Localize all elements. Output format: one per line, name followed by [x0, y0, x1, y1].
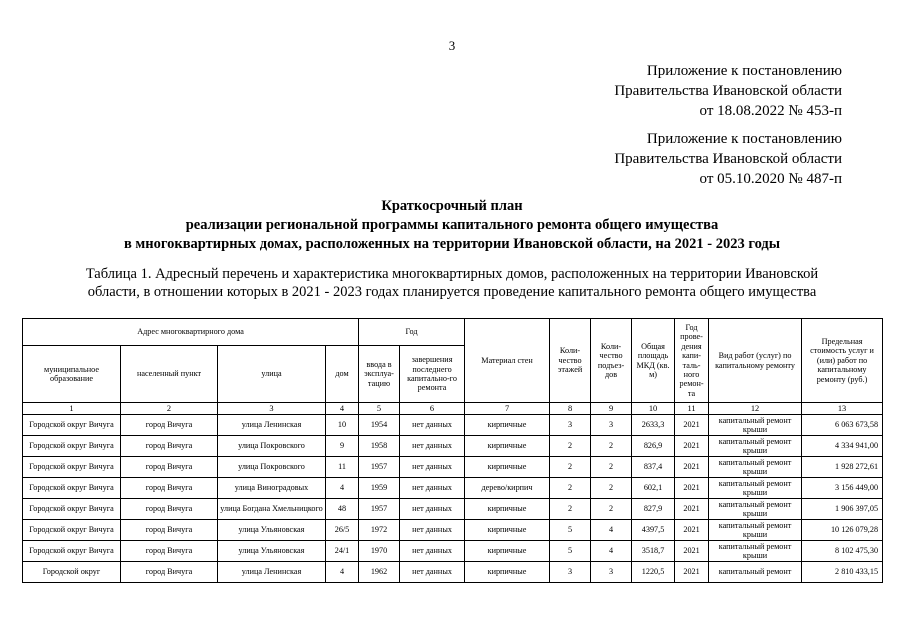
- cell-area: 1220,5: [632, 562, 675, 583]
- caption-line: области, в отношении которых в 2021 - 2023 годах планируется проведение капитального ремонта общего имущества: [87, 284, 817, 300]
- annex-line: Правительства Ивановской области: [614, 151, 842, 167]
- table-row: [23, 541, 883, 562]
- cell-wall-material: кирпичные: [465, 562, 550, 583]
- cell-year-last-repair: нет данных: [400, 478, 465, 499]
- cell-work-type: капитальный ремонт крыши: [709, 499, 802, 520]
- cell-work-type: капитальный ремонт крыши: [709, 457, 802, 478]
- cell-street: улица Покровского: [218, 457, 326, 478]
- table-row: [23, 415, 883, 436]
- cell-year-commissioned: 1972: [359, 520, 400, 541]
- cell-municipality: Городской округ Вичуга: [23, 478, 121, 499]
- cell-max-cost: 1 906 397,05: [802, 499, 883, 520]
- cell-repair-year: 2021: [675, 541, 709, 562]
- column-number: 4: [326, 403, 359, 415]
- cell-repair-year: 2021: [675, 457, 709, 478]
- cell-wall-material: дерево/кирпич: [465, 478, 550, 499]
- header-repair-year: Год прове-дения капи-таль-ного ремон-та: [675, 319, 709, 403]
- cell-entrances: 2: [591, 436, 632, 457]
- cell-wall-material: кирпичные: [465, 520, 550, 541]
- cell-year-last-repair: нет данных: [400, 499, 465, 520]
- column-number: 8: [550, 403, 591, 415]
- cell-settlement: город Вичуга: [121, 415, 218, 436]
- cell-wall-material: кирпичные: [465, 436, 550, 457]
- title-line: реализации региональной программы капитального ремонта общего имущества: [185, 217, 719, 233]
- cell-house: 24/1: [326, 541, 359, 562]
- cell-year-last-repair: нет данных: [400, 415, 465, 436]
- annex-line: Приложение к постановлению: [646, 63, 842, 79]
- cell-entrances: 2: [591, 478, 632, 499]
- cell-house: 10: [326, 415, 359, 436]
- caption-line: Таблица 1. Адресный перечень и характеристика многоквартирных домов, расположенных на территории Ивановской: [85, 266, 819, 282]
- cell-repair-year: 2021: [675, 520, 709, 541]
- cell-entrances: 4: [591, 541, 632, 562]
- header-house: дом: [326, 346, 359, 403]
- cell-house: 11: [326, 457, 359, 478]
- column-number-row: [23, 403, 883, 415]
- header-settlement: населенный пункт: [121, 346, 218, 403]
- cell-entrances: 3: [591, 562, 632, 583]
- cell-year-commissioned: 1957: [359, 457, 400, 478]
- annex-line: от 18.08.2022 № 453-п: [699, 103, 842, 119]
- cell-max-cost: 4 334 941,00: [802, 436, 883, 457]
- cell-street: улица Ленинская: [218, 562, 326, 583]
- cell-house: 4: [326, 478, 359, 499]
- cell-entrances: 2: [591, 499, 632, 520]
- cell-municipality: Городской округ Вичуга: [23, 499, 121, 520]
- table-row: [23, 436, 883, 457]
- cell-year-commissioned: 1954: [359, 415, 400, 436]
- table-body: [23, 415, 883, 583]
- cell-repair-year: 2021: [675, 499, 709, 520]
- cell-house: 4: [326, 562, 359, 583]
- cell-year-last-repair: нет данных: [400, 541, 465, 562]
- title-line: в многоквартирных домах, расположенных на территории Ивановской области, на 2021 - 2023 годы: [123, 236, 781, 252]
- cell-repair-year: 2021: [675, 478, 709, 499]
- cell-settlement: город Вичуга: [121, 478, 218, 499]
- cell-house: 48: [326, 499, 359, 520]
- annex-original-decree: [614, 129, 842, 189]
- header-area: Общая площадь МКД (кв. м): [632, 319, 675, 403]
- cell-year-commissioned: 1959: [359, 478, 400, 499]
- column-number: 9: [591, 403, 632, 415]
- title-line: Краткосрочный план: [381, 198, 523, 214]
- cell-max-cost: 6 063 673,58: [802, 415, 883, 436]
- cell-house: 26/5: [326, 520, 359, 541]
- cell-work-type: капитальный ремонт: [709, 562, 802, 583]
- annex-line: от 05.10.2020 № 487-п: [699, 171, 842, 187]
- cell-municipality: Городской округ Вичуга: [23, 457, 121, 478]
- cell-municipality: Городской округ Вичуга: [23, 520, 121, 541]
- cell-settlement: город Вичуга: [121, 436, 218, 457]
- cell-area: 837,4: [632, 457, 675, 478]
- cell-municipality: Городской округ Вичуга: [23, 436, 121, 457]
- table-row: [23, 520, 883, 541]
- header-wall-material: Материал стен: [465, 319, 550, 403]
- table-row: [23, 562, 883, 583]
- cell-year-commissioned: 1957: [359, 499, 400, 520]
- cell-street: улица Ульяновская: [218, 541, 326, 562]
- cell-year-commissioned: 1970: [359, 541, 400, 562]
- cell-floors: 2: [550, 478, 591, 499]
- cell-work-type: капитальный ремонт крыши: [709, 478, 802, 499]
- cell-year-commissioned: 1958: [359, 436, 400, 457]
- header-work-type: Вид работ (услуг) по капитальному ремонту: [709, 319, 802, 403]
- header-floors: Коли-чество этажей: [550, 319, 591, 403]
- cell-area: 826,9: [632, 436, 675, 457]
- header-street: улица: [218, 346, 326, 403]
- cell-year-last-repair: нет данных: [400, 562, 465, 583]
- cell-area: 2633,3: [632, 415, 675, 436]
- cell-municipality: Городской округ Вичуга: [23, 415, 121, 436]
- header-municipality: муниципальное образование: [23, 346, 121, 403]
- cell-street: улица Богдана Хмельницкого: [218, 499, 326, 520]
- cell-floors: 3: [550, 562, 591, 583]
- cell-settlement: город Вичуга: [121, 499, 218, 520]
- column-number: 6: [400, 403, 465, 415]
- repair-plan-table: [22, 318, 883, 583]
- cell-street: улица Ульяновская: [218, 520, 326, 541]
- cell-wall-material: кирпичные: [465, 457, 550, 478]
- cell-entrances: 3: [591, 415, 632, 436]
- cell-max-cost: 3 156 449,00: [802, 478, 883, 499]
- cell-work-type: капитальный ремонт крыши: [709, 541, 802, 562]
- cell-year-last-repair: нет данных: [400, 457, 465, 478]
- cell-street: улица Покровского: [218, 436, 326, 457]
- cell-max-cost: 2 810 433,15: [802, 562, 883, 583]
- header-group-address: Адрес многоквартирного дома: [23, 319, 359, 346]
- cell-street: улица Ленинская: [218, 415, 326, 436]
- cell-settlement: город Вичуга: [121, 457, 218, 478]
- column-number: 3: [218, 403, 326, 415]
- cell-floors: 2: [550, 499, 591, 520]
- column-number: 7: [465, 403, 550, 415]
- cell-max-cost: 8 102 475,30: [802, 541, 883, 562]
- annex-line: Приложение к постановлению: [646, 131, 842, 147]
- cell-floors: 2: [550, 457, 591, 478]
- cell-work-type: капитальный ремонт крыши: [709, 436, 802, 457]
- cell-wall-material: кирпичные: [465, 499, 550, 520]
- cell-entrances: 4: [591, 520, 632, 541]
- annex-current-decree: [614, 61, 842, 121]
- header-year-commissioned: ввода в эксплуа-тацию: [359, 346, 400, 403]
- cell-wall-material: кирпичные: [465, 415, 550, 436]
- cell-max-cost: 1 928 272,61: [802, 457, 883, 478]
- cell-area: 4397,5: [632, 520, 675, 541]
- cell-max-cost: 10 126 079,28: [802, 520, 883, 541]
- header-group-year: Год: [359, 319, 465, 346]
- header-entrances: Коли-чество подъез-дов: [591, 319, 632, 403]
- cell-floors: 2: [550, 436, 591, 457]
- document-title: [0, 197, 904, 254]
- column-number: 13: [802, 403, 883, 415]
- column-number: 12: [709, 403, 802, 415]
- header-year-last-repair: завершения последнего капитально-го ремонта: [400, 346, 465, 403]
- header-max-cost: Предельная стоимость услуг и (или) работ по капитальному ремонту (руб.): [802, 319, 883, 403]
- cell-area: 827,9: [632, 499, 675, 520]
- cell-street: улица Виноградовых: [218, 478, 326, 499]
- column-number: 1: [23, 403, 121, 415]
- cell-floors: 5: [550, 520, 591, 541]
- cell-year-last-repair: нет данных: [400, 436, 465, 457]
- column-number: 11: [675, 403, 709, 415]
- cell-settlement: город Вичуга: [121, 541, 218, 562]
- cell-work-type: капитальный ремонт крыши: [709, 520, 802, 541]
- cell-entrances: 2: [591, 457, 632, 478]
- table-caption: [40, 265, 864, 301]
- cell-municipality: Городской округ Вичуга: [23, 541, 121, 562]
- cell-repair-year: 2021: [675, 562, 709, 583]
- cell-floors: 5: [550, 541, 591, 562]
- cell-house: 9: [326, 436, 359, 457]
- table-row: [23, 457, 883, 478]
- cell-area: 3518,7: [632, 541, 675, 562]
- cell-wall-material: кирпичные: [465, 541, 550, 562]
- cell-area: 602,1: [632, 478, 675, 499]
- cell-settlement: город Вичуга: [121, 520, 218, 541]
- cell-year-commissioned: 1962: [359, 562, 400, 583]
- table-row: [23, 478, 883, 499]
- page-number: 3: [448, 38, 456, 53]
- column-number: 2: [121, 403, 218, 415]
- table-row: [23, 499, 883, 520]
- annex-line: Правительства Ивановской области: [614, 83, 842, 99]
- column-number: 5: [359, 403, 400, 415]
- cell-repair-year: 2021: [675, 436, 709, 457]
- cell-municipality: Городской округ: [23, 562, 121, 583]
- cell-floors: 3: [550, 415, 591, 436]
- cell-work-type: капитальный ремонт крыши: [709, 415, 802, 436]
- cell-year-last-repair: нет данных: [400, 520, 465, 541]
- cell-repair-year: 2021: [675, 415, 709, 436]
- cell-settlement: город Вичуга: [121, 562, 218, 583]
- column-number: 10: [632, 403, 675, 415]
